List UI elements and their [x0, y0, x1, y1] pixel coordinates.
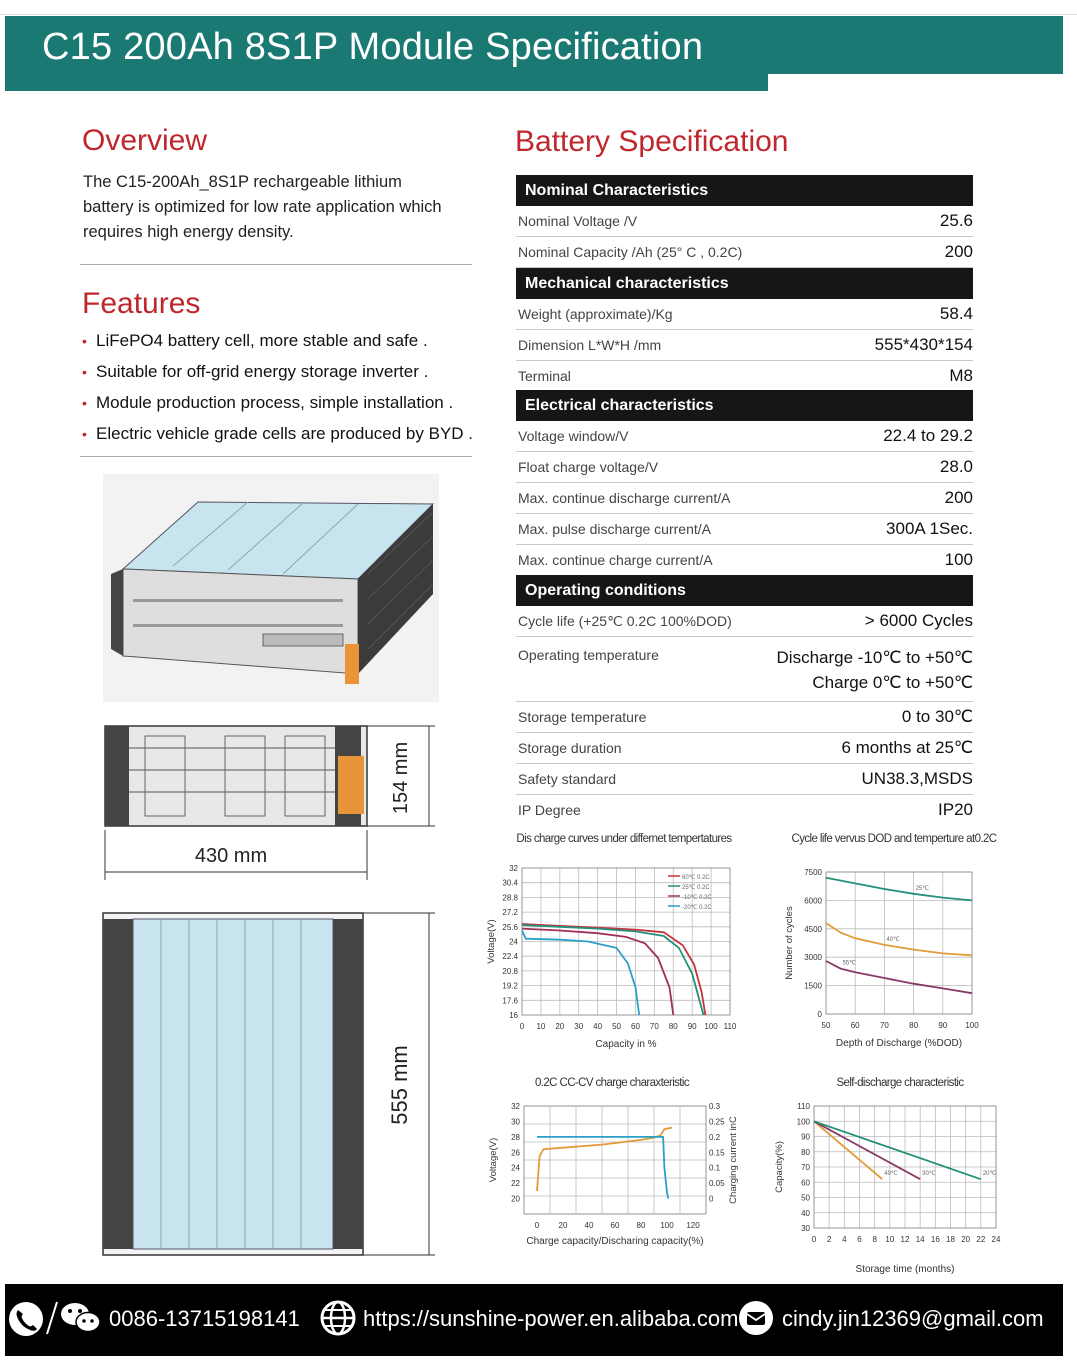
x-tick-label: 90	[938, 1021, 948, 1030]
y-tick-label: 22.4	[502, 952, 518, 962]
table-row: Max. pulse discharge current/A 300A 1Sec.	[516, 514, 973, 545]
y-tick-label: 28.8	[502, 893, 518, 903]
features-heading: Features	[82, 287, 201, 320]
bullet-icon: •	[82, 395, 87, 411]
section-header-mechanical: Mechanical characteristics	[516, 268, 973, 299]
y2-tick-label: 0.15	[709, 1148, 725, 1158]
x-tick-label: 100	[660, 1221, 674, 1230]
discharge-curves-chart	[484, 828, 748, 1060]
phone-icon	[7, 1300, 45, 1338]
x-tick-label: 12	[900, 1235, 910, 1244]
bullet-icon: •	[82, 333, 87, 349]
x-tick-label: 30	[574, 1022, 584, 1031]
y-tick-label: 1500	[804, 981, 822, 991]
x-tick-label: 0	[811, 1235, 817, 1244]
y-tick-label: 6000	[804, 896, 822, 906]
y-tick-label: 110	[797, 1102, 810, 1111]
x-tick-label: 80	[909, 1021, 919, 1030]
y2-tick-label: 0.25	[709, 1117, 725, 1127]
x-tick-label: 60	[850, 1021, 860, 1030]
y2-tick-label: 0.2	[709, 1132, 721, 1142]
y2-axis-label: Charging current inC	[728, 1116, 739, 1204]
y-tick-label: 60	[801, 1178, 810, 1188]
x-tick-label: 20	[555, 1022, 565, 1031]
y-tick-label: 7500	[804, 868, 822, 877]
x-tick-label: 50	[612, 1022, 621, 1031]
top-border	[0, 14, 1077, 15]
series-line	[826, 878, 972, 901]
features-list	[82, 328, 473, 452]
y-tick-label: 30	[511, 1117, 520, 1127]
list-item: • Module production process, simple installation .	[82, 390, 473, 421]
side-dimension-drawing	[95, 720, 440, 892]
website-link[interactable]: https://sunshine-power.en.alibaba.com	[363, 1306, 739, 1331]
x-tick-label: 40	[584, 1221, 594, 1230]
spec-table	[516, 175, 973, 825]
x-tick-label: 10	[885, 1235, 895, 1244]
y-tick-label: 90	[801, 1132, 810, 1142]
x-tick-label: 70	[649, 1022, 659, 1031]
table-row: Float charge voltage/V 28.0	[516, 452, 973, 483]
x-tick-label: 6	[857, 1235, 862, 1244]
battery-module-image	[103, 474, 439, 702]
series-label: 20℃	[982, 1171, 997, 1178]
x-tick-label: 110	[723, 1022, 737, 1031]
x-tick-label: 0	[519, 1022, 525, 1031]
y-tick-label: 16	[509, 1011, 518, 1020]
series-label: 40℃	[884, 1171, 898, 1178]
y-tick-label: 17.6	[502, 996, 518, 1006]
x-tick-label: 22	[976, 1235, 986, 1244]
charge-characteristic-chart	[484, 1072, 748, 1272]
y-tick-label: 80	[801, 1147, 810, 1157]
slash-divider	[45, 1298, 59, 1338]
divider	[80, 264, 472, 265]
x-tick-label: 24	[991, 1235, 1001, 1244]
x-tick-label: 100	[965, 1021, 979, 1030]
y-tick-label: 3000	[804, 953, 822, 963]
overview-heading: Overview	[82, 124, 208, 157]
y-tick-label: 50	[801, 1193, 810, 1203]
series-label: 40℃	[886, 936, 900, 943]
spec-heading: Battery Specification	[515, 125, 789, 158]
divider	[80, 456, 472, 457]
y-tick-label: 26	[511, 1148, 520, 1158]
x-tick-label: 40	[593, 1022, 603, 1031]
x-tick-label: 10	[536, 1022, 546, 1031]
x-tick-label: 60	[610, 1221, 620, 1230]
series-label: 55℃	[842, 960, 857, 967]
chart-title: Dis charge curves under differnet tempertatures	[516, 833, 732, 845]
table-row: Nominal Voltage /V 25.6	[516, 206, 973, 237]
x-tick-label: 4	[842, 1235, 847, 1244]
y-tick-label: 30.4	[502, 878, 518, 888]
x-tick-label: 100	[704, 1022, 718, 1031]
table-row: Nominal Capacity /Ah (25° C , 0.2C) 200	[516, 237, 973, 268]
y-tick-label: 0	[817, 1010, 822, 1019]
x-axis-label: Storage time (months)	[855, 1264, 955, 1275]
y-tick-label: 25.6	[502, 922, 518, 932]
x-tick-label: 14	[915, 1235, 925, 1244]
x-tick-label: 20	[961, 1235, 971, 1244]
title-banner-extension	[768, 16, 1063, 74]
series-label: 30℃	[922, 1171, 936, 1178]
y-tick-label: 32	[511, 1102, 520, 1111]
legend-entry: 25℃ 0.2C	[682, 885, 710, 891]
y2-tick-label: 0.1	[709, 1163, 721, 1173]
series-line	[814, 1121, 882, 1179]
series-line	[522, 924, 705, 1015]
table-row: Cycle life (+25℃ 0.2C 100%DOD) > 6000 Cycles	[516, 606, 973, 637]
x-tick-label: 90	[687, 1022, 697, 1031]
y-tick-label: 40	[801, 1208, 810, 1218]
legend-entry: -10℃ 0.2C	[682, 895, 712, 901]
x-tick-label: 50	[821, 1021, 831, 1030]
chart-title: Self-discharge characteristic	[836, 1077, 964, 1089]
y-tick-label: 20.8	[502, 966, 518, 976]
y-tick-label: 24	[509, 937, 518, 947]
y-tick-label: 4500	[804, 924, 822, 934]
x-tick-label: 70	[879, 1021, 889, 1030]
series-label: 25℃	[915, 885, 930, 892]
x-tick-label: 60	[631, 1022, 640, 1031]
y-tick-label: 27.2	[502, 908, 518, 918]
length-label: 555 mm	[387, 1045, 412, 1125]
section-header-operating: Operating conditions	[516, 575, 973, 606]
y2-tick-label: 0	[709, 1194, 714, 1204]
page-title: C15 200Ah 8S1P Module Specification	[42, 26, 704, 68]
x-tick-label: 80	[668, 1022, 678, 1031]
contact-footer	[5, 1284, 1063, 1356]
y-tick-label: 28	[511, 1132, 520, 1142]
y-tick-label: 22	[511, 1179, 520, 1189]
width-label: 430 mm	[194, 845, 268, 867]
x-axis-label: Charge capacity/Discharing capacity(%)	[526, 1236, 704, 1247]
y-tick-label: 19.2	[502, 981, 518, 991]
table-row: Weight (approximate)/Kg 58.4	[516, 299, 973, 330]
phone-number[interactable]: 0086-13715198141	[109, 1306, 300, 1331]
y-tick-label: 24	[511, 1163, 520, 1173]
x-tick-label: 8	[872, 1235, 877, 1244]
x-tick-label: 18	[946, 1235, 955, 1244]
y-axis-label: Capacity(%)	[774, 1141, 785, 1193]
table-row: Terminal M8	[518, 365, 973, 385]
table-row: Dimension L*W*H /mm 555*430*154	[516, 330, 973, 361]
cycle-life-chart	[778, 828, 1008, 1060]
table-row: Voltage window/V 22.4 to 29.2	[516, 421, 973, 452]
x-tick-label: 2	[826, 1235, 832, 1244]
y-tick-label: 30	[801, 1224, 810, 1233]
bullet-icon: •	[82, 364, 87, 380]
mail-icon	[737, 1299, 775, 1337]
y-tick-label: 20	[511, 1194, 520, 1204]
top-dimension-drawing	[95, 905, 440, 1265]
table-row: Storage temperature 0 to 30℃	[516, 702, 973, 733]
table-row: Max. continue charge current/A 100	[518, 550, 973, 569]
x-axis-label: Depth of Discharge (%DOD)	[835, 1038, 963, 1049]
x-tick-label: 0	[534, 1221, 540, 1230]
bullet-icon: •	[82, 426, 87, 442]
y2-tick-label: 0.3	[709, 1102, 721, 1111]
plot-frame	[826, 872, 972, 1014]
section-header-electrical: Electrical characteristics	[516, 390, 973, 421]
chart-title: Cycle life vervus DOD and temperture at0.2C	[791, 833, 997, 845]
y-axis-label: Number of cycles	[784, 906, 795, 980]
table-row: Max. continue discharge current/A 200	[516, 483, 973, 514]
overview-text: The C15-200Ah_8S1P rechargeable lithium battery is optimized for low rate application which requires high energy density.	[83, 173, 442, 241]
list-item: • Suitable for off-grid energy storage inverter .	[82, 359, 473, 390]
chart-title: 0.2C CC-CV charge charaxteristic	[535, 1077, 689, 1089]
table-row: Storage duration 6 months at 25℃	[516, 733, 973, 764]
x-tick-label: 80	[636, 1221, 646, 1230]
x-axis-label: Capacity in %	[595, 1039, 657, 1050]
self-discharge-chart	[770, 1072, 1008, 1278]
y-tick-label: 32	[509, 864, 518, 873]
series-line	[522, 931, 639, 1016]
x-tick-label: 120	[686, 1221, 700, 1230]
y-tick-label: 70	[801, 1163, 810, 1172]
list-item: • LiFePO4 battery cell, more stable and safe .	[82, 328, 473, 359]
y-axis-label: Voltage(V)	[486, 919, 497, 964]
list-item: • Electric vehicle grade cells are produced by BYD .	[82, 421, 473, 452]
email-link[interactable]: cindy.jin12369@gmail.com	[782, 1306, 1044, 1331]
table-row: Operating temperature Discharge -10℃ to +50℃ Charge 0℃ to +50℃	[516, 637, 973, 702]
x-tick-label: 20	[558, 1221, 568, 1230]
section-header-nominal: Nominal Characteristics	[516, 175, 973, 206]
table-row: IP Degree IP20	[518, 800, 973, 819]
legend-entry: -20℃ 0.2C	[682, 905, 712, 911]
height-label: 154 mm	[390, 741, 412, 815]
x-tick-label: 16	[930, 1235, 940, 1244]
y-tick-label: 100	[796, 1117, 810, 1127]
table-row: Safety standard UN38.3,MSDS	[516, 764, 973, 795]
wechat-icon	[59, 1300, 103, 1336]
globe-icon	[319, 1299, 357, 1337]
series-line	[537, 1137, 668, 1199]
legend-entry: 60℃ 0.2C	[682, 875, 710, 881]
y-axis-label: Voltage(V)	[488, 1137, 499, 1183]
series-line	[814, 1121, 920, 1179]
y2-tick-label: 0.05	[709, 1179, 725, 1189]
